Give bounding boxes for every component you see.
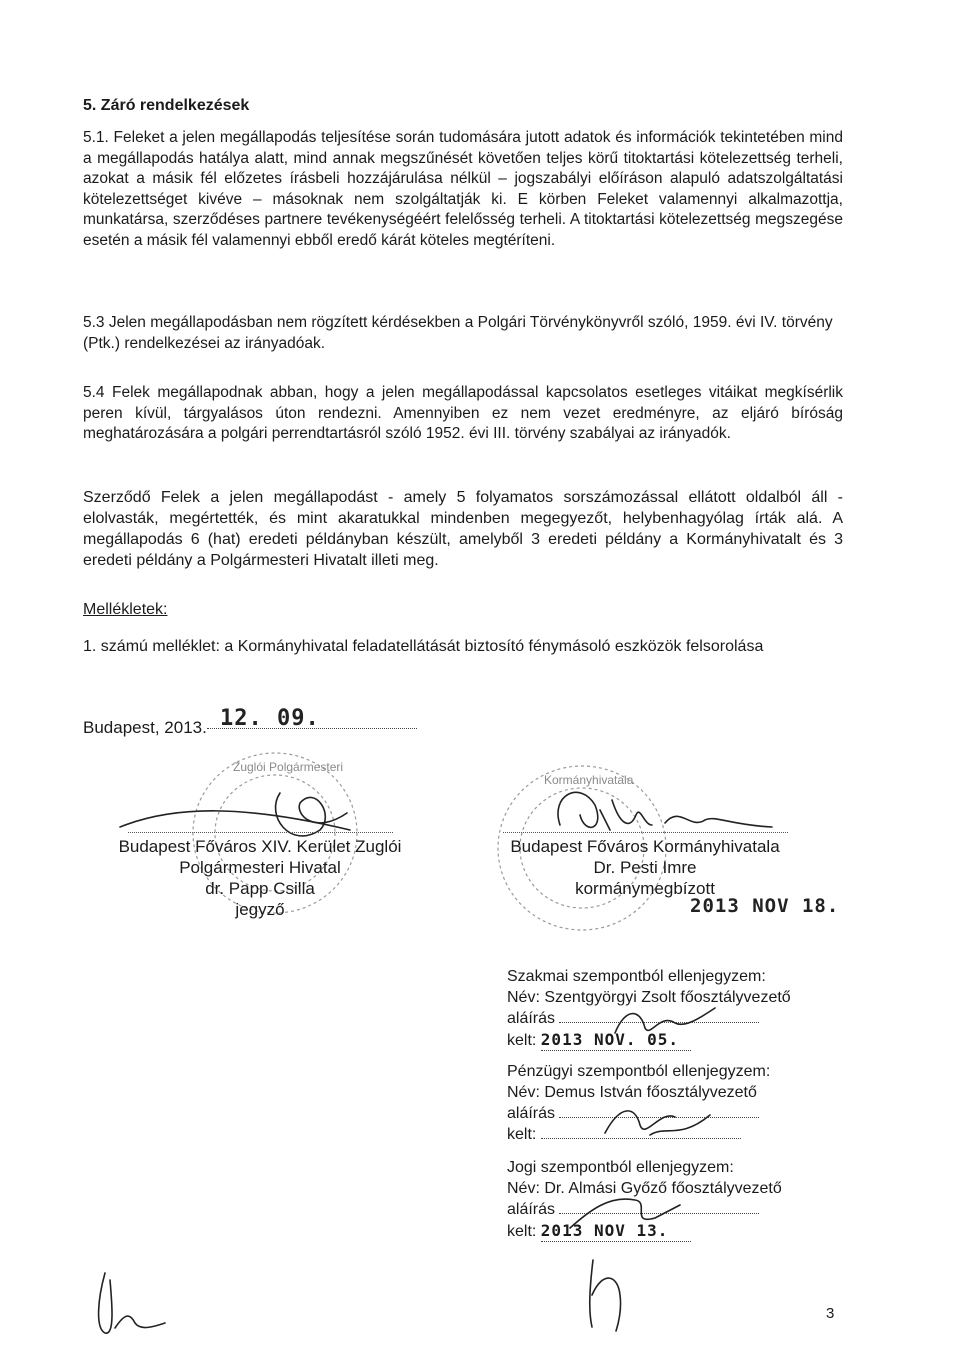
professional-date-value: 2013 NOV. 05.	[541, 1029, 691, 1051]
right-signature-line	[503, 832, 788, 833]
professional-title: Szakmai szempontból ellenjegyzem:	[507, 968, 766, 985]
professional-name: Név: Szentgyörgyi Zsolt főosztályvezető	[507, 989, 791, 1006]
right-stamp-date: 2013 NOV 18.	[690, 895, 840, 917]
legal-name: Név: Dr. Almási Győző főosztályvezető	[507, 1180, 782, 1197]
legal-title: Jogi szempontból ellenjegyzem:	[507, 1159, 734, 1176]
left-signatory-line2: Polgármesteri Hivatal	[179, 858, 341, 877]
paragraph-5-3: 5.3 Jelen megállapodásban nem rögzített kérdésekben a Polgári Törvénykönyvről szóló, 1959. évi IV. törvény (Ptk.) rendelkezései az irányadóak.	[83, 314, 833, 352]
initials-left	[90, 1268, 180, 1343]
left-signatory-line4: jegyző	[235, 900, 285, 919]
legal-sig-label: aláírás	[507, 1201, 556, 1218]
left-signatory	[100, 832, 420, 920]
legal-date-value: 2013 NOV 13.	[541, 1220, 691, 1242]
right-signatory	[500, 832, 790, 899]
professional-sig-label: aláírás	[507, 1010, 556, 1027]
financial-title: Pénzügyi szempontból ellenjegyzem:	[507, 1063, 771, 1080]
legal-signature	[560, 1190, 690, 1235]
financial-date-label: kelt:	[507, 1126, 537, 1143]
handwritten-date: 12. 09.	[220, 706, 320, 731]
initials-right	[578, 1255, 638, 1335]
right-stamp-text: Kormányhivatala	[544, 773, 634, 787]
section-heading: 5. Záró rendelkezések	[83, 97, 250, 114]
paragraph-5-1: 5.1. Feleket a jelen megállapodás teljesítése során tudomására jutott adatok és információk tekintetében mind a megállapodás hatálya alatt, mind annak megszűnését követően teljes körű titoktartási kötelezettség terheli, azokat a másik fél előzetes írásbeli hozzájárulása nélkül – jogszabályi előíráson alapuló adatszolgáltatási kötelezettséget kivéve – másoknak nem szolgáltatják ki. E körben Feleket valamennyi alkalmazottja, munkatársa, szerződéses partnere tevékenységéért felelősség terheli. A titoktartási kötelezettség megszegése esetén a másik fél valamennyi ebből eredő kárát köteles megtéríteni.	[83, 129, 843, 249]
left-signature-line	[128, 832, 393, 833]
financial-name: Név: Demus István főosztályvezető	[507, 1084, 757, 1101]
left-stamp-text: Zuglói Polgármesteri	[233, 760, 344, 774]
left-signatory-line1: Budapest Főváros XIV. Kerület Zuglói	[118, 837, 402, 856]
attachments-title: Mellékletek:	[83, 601, 168, 618]
left-signatory-line3: dr. Papp Csilla	[205, 879, 315, 898]
right-signatory-line3: kormánymegbízott	[575, 879, 715, 898]
paragraph-5-4: 5.4 Felek megállapodnak abban, hogy a jelen megállapodással kapcsolatos esetleges vitáikat megkísérlik peren kívül, tárgyalásos úton rendezni. Amennyiben ez nem vezet eredményre, az eljáró bíróság meghatározására a polgári perrendtartásról szóló 1952. évi III. törvény szabályai az irányadók.	[83, 384, 843, 442]
legal-date-label: kelt:	[507, 1223, 537, 1240]
closing-paragraph: Szerződő Felek a jelen megállapodást - amely 5 folyamatos sorszámozással ellátott oldalból áll - elolvasták, megértették, és mint akaratukkal mindenben megegyezőt, helybenhagyólag írták alá. A megállapodás 6 (hat) eredeti példányban készült, amelyből 3 eredeti példány a Kormányhivatalt és 3 eredeti példány a Polgármesteri Hivatalt illeti meg.	[83, 489, 843, 569]
financial-sig-label: aláírás	[507, 1105, 556, 1122]
right-signatory-line2: Dr. Pesti Imre	[593, 858, 697, 877]
right-signatory-line1: Budapest Főváros Kormányhivatala	[510, 837, 780, 856]
place-date-label: Budapest, 2013.	[83, 718, 207, 737]
professional-signature	[605, 1003, 725, 1043]
financial-signature	[590, 1095, 720, 1145]
page-number: 3	[826, 1305, 835, 1322]
attachment-item-1: 1. számú melléklet: a Kormányhivatal feladatellátását biztosító fénymásoló eszközök felsorolása	[83, 638, 764, 655]
professional-date-label: kelt:	[507, 1032, 537, 1049]
